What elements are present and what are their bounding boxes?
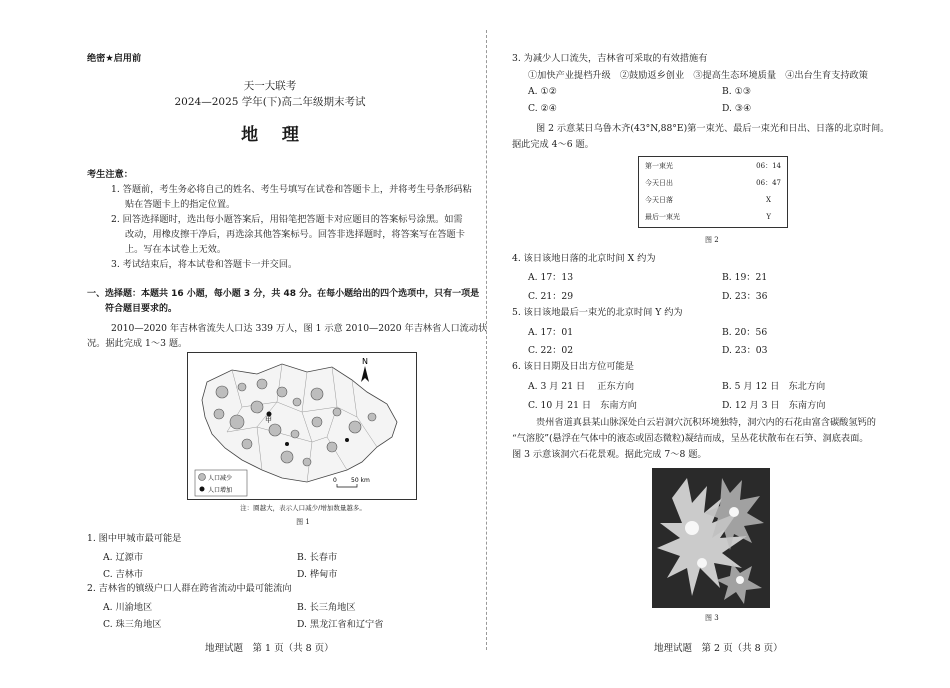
- notice-title: 考生注意：: [87, 169, 133, 180]
- table-row: 第一束光 06：14: [645, 161, 781, 170]
- option-c[interactable]: C. 吉林市: [103, 569, 144, 580]
- svg-text:人口减少: 人口减少: [208, 475, 233, 482]
- jilin-map: [187, 352, 417, 500]
- option-b[interactable]: B. 长春市: [297, 552, 338, 563]
- figure-caption: 图 3: [705, 614, 719, 622]
- intro-text: 2010—2020 年吉林省流失人口达 339 万人，图 1 示意 2010—2020 年吉林省人口流动状: [111, 323, 488, 334]
- table-row: 今天日落 X: [645, 195, 771, 204]
- question-stem: 5. 该日该地最后一束光的北京时间 Y 约为: [512, 307, 683, 318]
- intro-text: 贵州省道真县某山脉深处白云岩洞穴沉积环境独特，洞穴内的石花由富含碳酸氢钙的: [536, 417, 876, 428]
- map-legend: [195, 470, 247, 496]
- subject-title: 地 理: [241, 125, 299, 145]
- table-row: 最后一束光 Y: [645, 212, 771, 221]
- secret-label: 绝密★启用前: [87, 53, 142, 64]
- question-stem: 4. 该日该地日落的北京时间 X 约为: [512, 253, 656, 264]
- column-divider: [486, 30, 487, 650]
- figure-caption: 图 2: [705, 236, 719, 244]
- option-d[interactable]: D. 桦甸市: [297, 569, 338, 580]
- map-note: 注：圈越大，表示人口减少/增加数量越多。: [240, 504, 366, 512]
- exam-org: 天一大联考: [243, 80, 297, 92]
- svg-text:0: 0: [333, 477, 337, 484]
- option-c[interactable]: C. 21：29: [528, 291, 574, 302]
- intro-text: 据此完成 4～6 题。: [512, 139, 594, 150]
- option-a[interactable]: A. 3 月 21 日 正东方向: [528, 381, 635, 392]
- question-stem: 2. 吉林省的镇级户口人群在跨省流动中最可能流向: [87, 583, 292, 594]
- option-c[interactable]: C. 珠三角地区: [103, 619, 162, 630]
- option-b[interactable]: B. 19：21: [722, 272, 768, 283]
- option-a[interactable]: A. ①②: [528, 86, 557, 97]
- option-b[interactable]: B. 5 月 12 日 东北方向: [722, 381, 826, 392]
- option-a[interactable]: A. 17：13: [528, 272, 574, 283]
- option-b[interactable]: B. 长三角地区: [297, 602, 356, 613]
- table-row: 今天日出 06：47: [645, 178, 781, 187]
- option-c[interactable]: C. 22：02: [528, 345, 574, 356]
- option-c[interactable]: C. 10 月 21 日 东南方向: [528, 400, 637, 411]
- svg-text:人口增加: 人口增加: [208, 487, 233, 494]
- question-stem: 1. 图中甲城市最可能是: [87, 533, 182, 544]
- option-d[interactable]: D. 12 月 3 日 东南方向: [722, 400, 826, 411]
- option-d[interactable]: D. 黑龙江省和辽宁省: [297, 619, 384, 630]
- option-d[interactable]: D. ③④: [722, 103, 752, 114]
- option-b[interactable]: B. 20：56: [722, 327, 768, 338]
- intro-text: 图 3 示意该洞穴石花景观。据此完成 7～8 题。: [512, 449, 707, 460]
- sunlight-table: [638, 156, 788, 228]
- svg-text:N: N: [362, 357, 368, 366]
- exam-title: 2024—2025 学年(下)高二年级期末考试: [174, 96, 366, 108]
- question-stem: 6. 该日日期及日出方位可能是: [512, 361, 634, 372]
- cave-flower-photo: [652, 468, 770, 608]
- notice-line: 2. 回答选择题时，选出每小题答案后，用铅笔把答题卡对应题目的答案标号涂黑。如需: [111, 214, 463, 225]
- notice-line: 1. 答题前，考生务必将自己的姓名、考生号填写在试卷和答题卡上，并将考生号条形码粘: [111, 184, 472, 195]
- intro-text: 况。据此完成 1～3 题。: [87, 338, 188, 349]
- notice-line: 贴在答题卡上的指定位置。: [125, 199, 236, 210]
- svg-text:50 km: 50 km: [351, 477, 370, 484]
- option-a[interactable]: A. 17：01: [528, 327, 574, 338]
- notice-line: 改动，用橡皮擦干净后，再选涂其他答案标号。回答非选择题时，将答案写在答题卡: [125, 229, 465, 240]
- option-c[interactable]: C. ②④: [528, 103, 558, 114]
- question-items: ①加快产业提档升级 ②鼓励返乡创业 ③提高生态环境质量 ④出台生育支持政策: [528, 70, 868, 81]
- option-d[interactable]: D. 23：03: [722, 345, 768, 356]
- intro-text: “气溶胶”(悬浮在气体中的液态或固态微粒)凝结而成，呈丛花状散布在石笋、洞底表面。: [512, 433, 869, 444]
- page-2: [512, 0, 932, 688]
- option-b[interactable]: B. ①③: [722, 86, 752, 97]
- notice-line: 上。写在本试卷上无效。: [125, 244, 227, 255]
- jia-label: 甲: [265, 416, 272, 424]
- page-footer: 地理试题 第 2 页（共 8 页）: [654, 643, 783, 654]
- option-d[interactable]: D. 23：36: [722, 291, 768, 302]
- figure-caption: 图 1: [296, 518, 310, 526]
- question-stem: 3. 为减少人口流失，吉林省可采取的有效措施有: [512, 53, 708, 64]
- option-a[interactable]: A. 辽源市: [103, 552, 144, 563]
- section-title-cont: 符合题目要求的。: [105, 304, 178, 314]
- page-1: [55, 0, 488, 688]
- page-footer: 地理试题 第 1 页（共 8 页）: [205, 643, 334, 654]
- section-title: 一、选择题：本题共 16 小题，每小题 3 分，共 48 分。在每小题给出的四个选项中，只有一项是: [87, 289, 480, 299]
- intro-text: 图 2 示意某日乌鲁木齐(43°N,88°E)第一束光、最后一束光和日出、日落的北京时间。: [536, 123, 890, 134]
- option-a[interactable]: A. 川渝地区: [103, 602, 153, 613]
- notice-line: 3. 考试结束后，将本试卷和答题卡一并交回。: [111, 259, 298, 270]
